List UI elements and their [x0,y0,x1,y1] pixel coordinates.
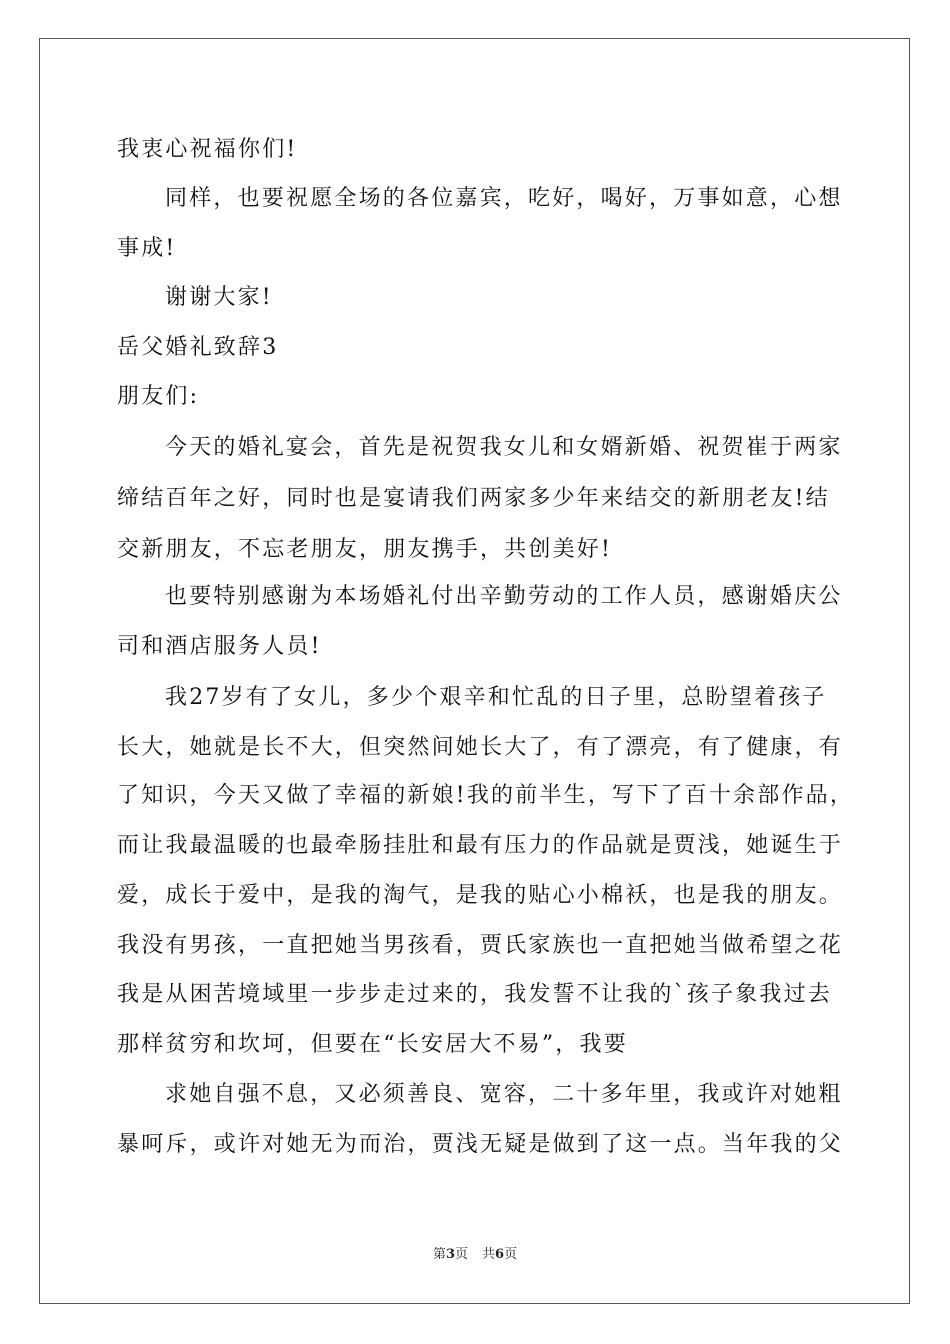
text-line: 我衷心祝福你们! [117,137,298,162]
text-line: 长大，她就是长不大，但突然间她长大了，有了漂亮，有了健康，有 [117,735,844,760]
text-line: 今天的婚礼宴会，首先是祝贺我女儿和女婿新婚、祝贺崔于两家 [165,435,843,460]
text-line: 交新朋友，不忘老朋友，朋友携手，共创美好! [117,537,613,562]
section-heading: 岳父婚礼致辞3 [117,335,279,360]
total-suffix: 页 [504,1247,518,1262]
total-prefix: 共 [482,1247,496,1262]
text-line: 我是从困苦境域里一步步走过来的，我发誓不让我的`孩子象我过去 [117,982,833,1007]
text-line: 求她自强不息，又必须善良、宽容，二十多年里，我或许对她粗 [165,1082,843,1107]
page-suffix: 页 [454,1247,468,1262]
text-line: 我27岁有了女儿，多少个艰辛和忙乱的日子里，总盼望着孩子 [165,685,827,710]
text-line: 也要特别感谢为本场婚礼付出辛勤劳动的工作人员，感谢婚庆公 [165,584,843,609]
page-footer [0,1246,950,1264]
text-line: 爱，成长于爱中，是我的淘气，是我的贴心小棉袄，也是我的朋友。 [117,883,844,908]
text-line: 谢谢大家! [165,285,273,310]
page-prefix: 第 [432,1247,446,1262]
total-pages: 6 [495,1247,505,1262]
text-line: 同样，也要祝愿全场的各位嘉宾，吃好，喝好，万事如意，心想 [165,186,843,211]
page-border [39,38,910,1304]
salutation: 朋友们: [117,384,200,409]
text-line: 暴呵斥，或许对她无为而治，贾浅无疑是做到了这一点。当年我的父 [117,1132,844,1157]
text-line: 事成! [117,236,177,261]
text-line: 那样贫穷和坎坷，但要在“长安居大不易”，我要 [117,1032,628,1057]
text-line: 而让我最温暖的也最牵肠挂肚和最有压力的作品就是贾浅，她诞生于 [117,833,844,858]
text-line: 缔结百年之好，同时也是宴请我们两家多少年来结交的新朋老友!结 [117,486,830,511]
text-line: 了知识，今天又做了幸福的新娘!我的前半生，写下了百十余部作品， [117,783,855,808]
text-line: 司和酒店服务人员! [117,634,322,659]
page-number: 3 [445,1247,455,1262]
text-line: 我没有男孩，一直把她当男孩看，贾氏家族也一直把她当做希望之花 [117,933,844,958]
